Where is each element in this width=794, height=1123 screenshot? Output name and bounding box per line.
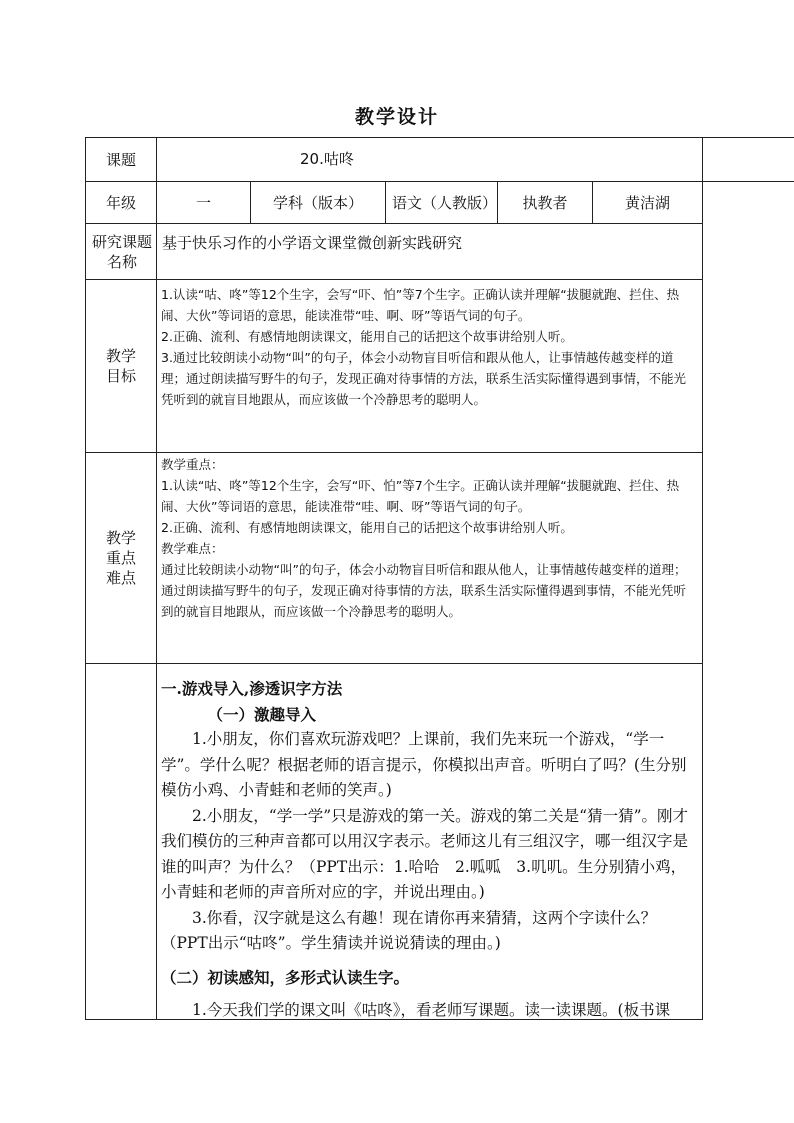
table-border-top xyxy=(85,137,794,138)
table-rule-3 xyxy=(85,279,702,280)
table-border-right xyxy=(702,137,703,1020)
key-point-item: 2.正确、流利、有感情地朗读课文，能用自己的话把这个故事讲给别人听。 xyxy=(161,520,573,535)
objective-item: 1.认读“咕、咚”等12个生字，会写“吓、怕”等7个生字。正确认读并理解“拔腿就跑、拦住、热闹、大伙”等词语的意思，能读准带“哇、啊、呀”等语气词的句子。 xyxy=(161,287,680,323)
section-heading: 一.游戏导入,渗透识字方法 xyxy=(161,679,343,698)
grade-label: 年级 xyxy=(105,193,136,212)
teacher-label: 执教者 xyxy=(522,193,568,212)
key-points-label: 教学重点难点 xyxy=(105,529,136,587)
table-rule-2 xyxy=(85,223,702,224)
lesson-paragraph: 3.你看，汉字就是这么有趣！现在请你再来猜猜，这两个字读什么？（PPT出示“咕咚”。学生猜读并说说猜读的理由。) xyxy=(161,908,657,952)
objective-item: 3.通过比较朗读小动物“叫”的句子，体会小动物盲目听信和跟从他人，让事情越传越变样的道理；通过朗读描写野牛的句子，发现正确对待事情的方法，联系生活实际懂得遇到事情，不能光凭听到的就盲目地跟从，而应该做一个冷静思考的聪明人。 xyxy=(161,350,687,407)
subject-value: 语文（人教版） xyxy=(392,193,498,212)
table-label-divider xyxy=(156,137,157,1020)
topic-value: 20.咕咚 xyxy=(300,150,354,168)
objectives-content xyxy=(161,284,698,410)
lesson-paragraph: 2.小朋友，“学一学”只是游戏的第一关。游戏的第二关是“猜一猜”。刚才我们模仿的三种声音都可以用汉字表示。老师这儿有三组汉字，哪一组汉字是谁的叫声？为什么？（PPT出示：1.哈哈 2.呱呱 3.叽叽。生分别猜小鸡，小青蛙和老师的声音所对应的字，并说出理由。) xyxy=(161,806,689,901)
key-points-heading: 教学重点： xyxy=(161,457,224,472)
subject-label: 学科（版本） xyxy=(272,193,363,212)
key-point-item: 1.认读“咕、咚”等12个生字，会写“吓、怕”等7个生字。正确认读并理解“拔腿就跑、拦住、热闹、大伙”等词语的意思，能读准带“哇、啊、呀”等语气词的句子。 xyxy=(161,478,680,514)
document-title: 教学设计 xyxy=(354,106,439,128)
objectives-label: 教学目标 xyxy=(105,347,136,385)
lesson-paragraph: 1.今天我们学的课文叫《咕咚》，看老师写课题。读一读课题。(板书课 xyxy=(192,1001,671,1019)
lesson-paragraph: 1.小朋友，你们喜欢玩游戏吧？上课前，我们先来玩一个游戏，“学一学”。学什么呢？根据老师的语言提示，你模拟出声音。听明白了吗？(生分别模仿小鸡、小青蛙和老师的笑声。) xyxy=(161,730,687,799)
objective-item: 2.正确、流利、有感情地朗读课文，能用自己的话把这个故事讲给别人听。 xyxy=(161,329,573,344)
table-border-left xyxy=(85,137,86,1020)
table-rule-5 xyxy=(85,663,702,664)
difficulty-item: 通过比较朗读小动物“叫”的句子，体会小动物盲目听信和跟从他人，让事情越传越变样的道理；通过朗读描写野牛的句子，发现正确对待事情的方法，联系生活实际懂得遇到事情，不能光凭听到的就盲目地跟从，而应该做一个冷静思考的聪明人。 xyxy=(161,562,687,619)
topic-label: 课题 xyxy=(105,150,136,169)
table-rule-4 xyxy=(85,452,702,453)
lesson-process xyxy=(161,676,697,1024)
grade-value: 一 xyxy=(195,193,211,212)
subsection-heading: （二）初读感知，多形式认读生字。 xyxy=(161,967,410,987)
teacher-value: 黄洁湖 xyxy=(624,193,670,212)
key-points-content xyxy=(161,454,698,622)
row2-divider-b xyxy=(385,181,386,223)
research-topic-label: 研究课题名称 xyxy=(92,232,153,271)
research-topic-value: 基于快乐习作的小学语文课堂微创新实践研究 xyxy=(162,234,463,252)
difficulties-heading: 教学难点： xyxy=(161,541,224,556)
subsection-heading: （一）激趣导入 xyxy=(207,704,317,724)
